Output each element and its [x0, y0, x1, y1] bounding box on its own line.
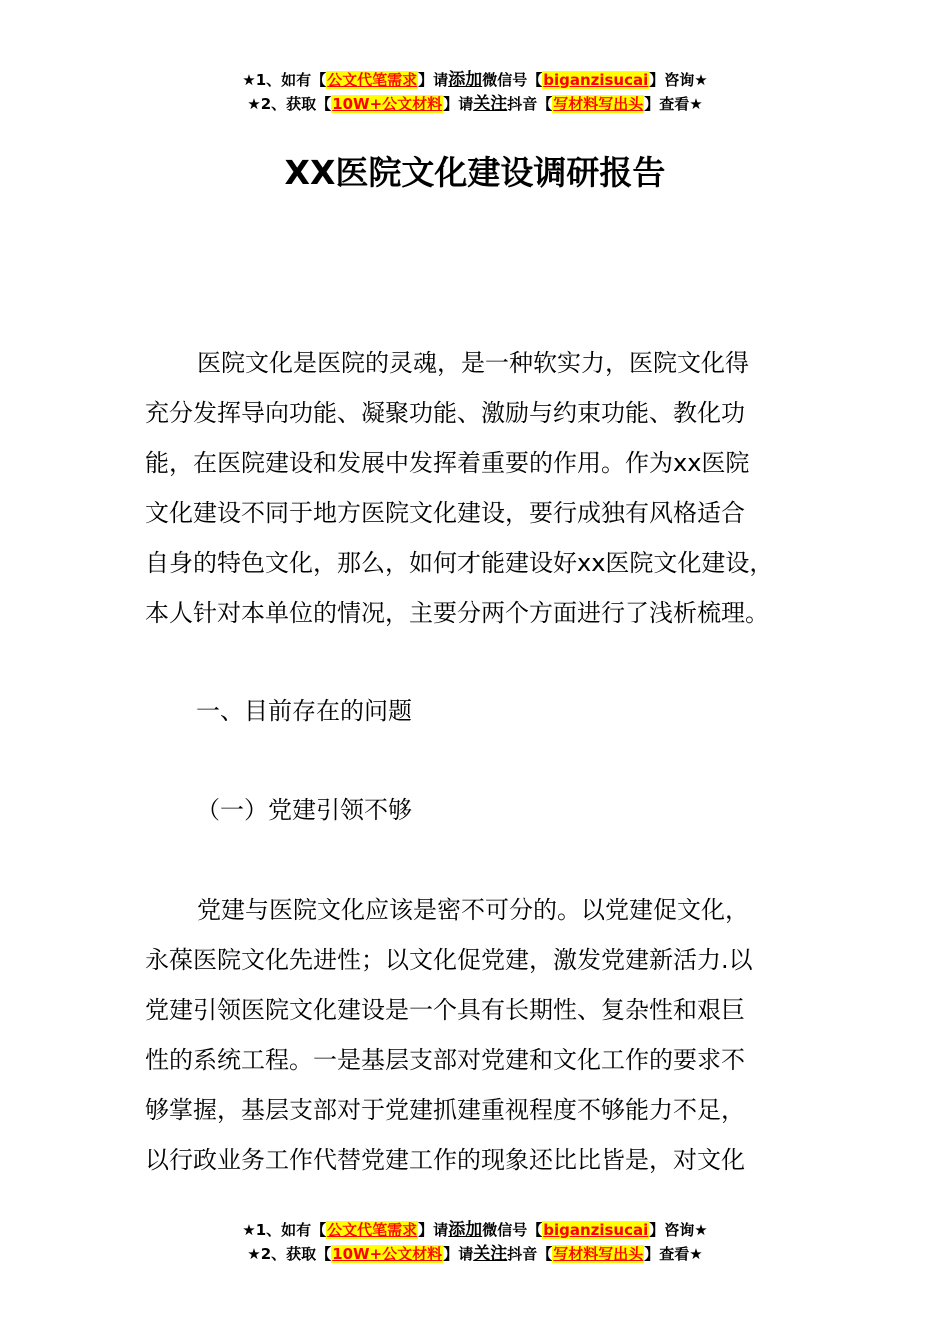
- banner-line-1: ★1、如有【公文代笔需求】请添加微信号【biganzisucai】咨询★: [242, 1220, 708, 1240]
- document-title: XX医院文化建设调研报告: [284, 153, 666, 192]
- banner-highlight: 公文代笔需求: [327, 71, 418, 89]
- text-line: 充分发挥导向功能、凝聚功能、激励与约束功能、教化功: [145, 399, 745, 427]
- banner-line-2: ★2、获取【10W+公文材料】请关注抖音【写材料写出头】查看★: [247, 1244, 703, 1264]
- text-line: 自身的特色文化，那么，如何才能建设好xx医院文化建设，: [145, 549, 774, 577]
- text-line: 永葆医院文化先进性；以文化促党建，激发党建新活力.以: [145, 946, 753, 974]
- bottom-banner: [0, 1218, 950, 1266]
- text-line: 文化建设不同于地方医院文化建设，要行成独有风格适合: [145, 499, 745, 527]
- banner-highlight: 10W+公文材料: [332, 1245, 443, 1263]
- text-line: 够掌握，基层支部对于党建抓建重视程度不够能力不足，: [145, 1096, 745, 1124]
- text-line: 党建引领医院文化建设是一个具有长期性、复杂性和艰巨: [145, 996, 745, 1024]
- banner-line-1: ★1、如有【公文代笔需求】请添加微信号【biganzisucai】咨询★: [242, 70, 708, 90]
- text-line: 以行政业务工作代替党建工作的现象还比比皆是，对文化: [145, 1146, 745, 1174]
- subsection-heading: （一）党建引领不够: [196, 796, 412, 824]
- text-line: 性的系统工程。一是基层支部对党建和文化工作的要求不: [145, 1046, 745, 1074]
- body-paragraph: [145, 885, 835, 1185]
- text-line: 能，在医院建设和发展中发挥着重要的作用。作为xx医院: [145, 449, 750, 477]
- banner-highlight: 写材料写出头: [553, 95, 644, 113]
- text-line: 医院文化是医院的灵魂，是一种软实力，医院文化得: [197, 349, 749, 377]
- banner-highlight: 公文代笔需求: [327, 1221, 418, 1239]
- banner-highlight: 写材料写出头: [553, 1245, 644, 1263]
- section-heading: 一、目前存在的问题: [196, 697, 412, 725]
- text-line: 党建与医院文化应该是密不可分的。以党建促文化，: [197, 896, 749, 924]
- text-line: 本人针对本单位的情况，主要分两个方面进行了浅析梳理。: [145, 599, 769, 627]
- banner-highlight: biganzisucai: [543, 71, 649, 89]
- intro-paragraph: [145, 338, 835, 638]
- banner-line-2: ★2、获取【10W+公文材料】请关注抖音【写材料写出头】查看★: [247, 94, 703, 114]
- top-banner: [0, 68, 950, 116]
- banner-highlight: 10W+公文材料: [332, 95, 443, 113]
- banner-highlight: biganzisucai: [543, 1221, 649, 1239]
